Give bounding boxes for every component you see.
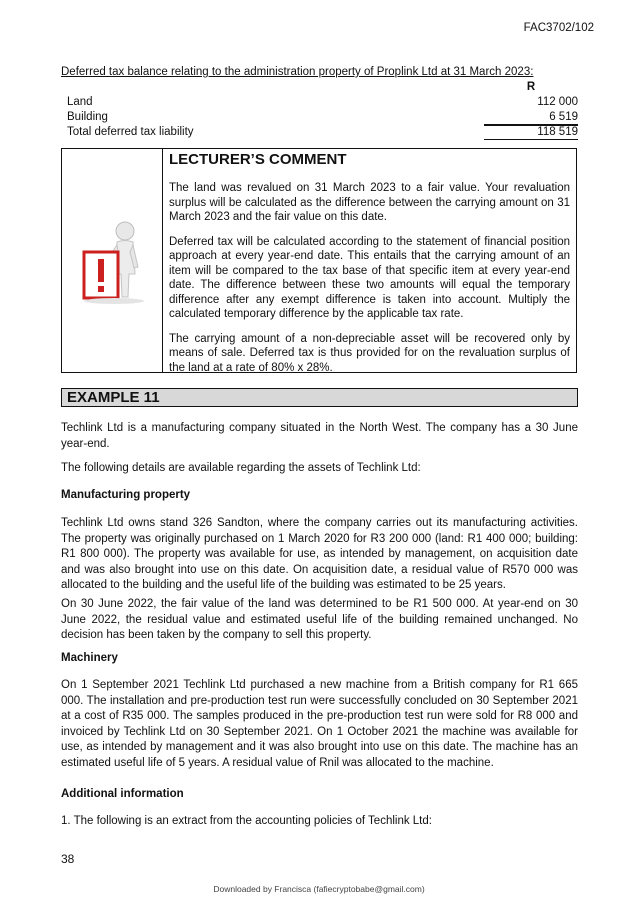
- row-value: 112 000: [537, 96, 578, 108]
- additional-info-item: 1. The following is an extract from the accounting policies of Techlink Ltd:: [61, 815, 432, 827]
- additional-info-heading: Additional information: [61, 788, 184, 800]
- row-label: Land: [67, 96, 93, 108]
- example-intro: Techlink Ltd is a manufacturing company situated in the North West. The company has a 30 June year-end.: [61, 422, 578, 450]
- comment-paragraph: Deferred tax will be calculated according to the statement of financial position approach at every year-end date. This entails that the carrying amount of an item will be compared to the tax base of that specific item at every year-end date. The difference between these two amounts will equal the temporary difference after any exempt difference is taken into account. Multiply the calculated temporary difference by the applicable tax rate.: [169, 235, 570, 320]
- machinery-heading: Machinery: [61, 652, 118, 664]
- download-note: Downloaded by Francisca (fafiecryptobabe@gmail.com): [213, 884, 425, 894]
- details-intro: The following details are available regarding the assets of Techlink Ltd:: [61, 462, 421, 474]
- lecturer-comment-box: [61, 148, 577, 373]
- deferred-tax-table: [61, 80, 578, 140]
- lecturer-comment-icon-cell: [62, 149, 163, 372]
- row-value: 6 519: [484, 110, 578, 125]
- comment-paragraph: The land was revalued on 31 March 2023 to a fair value. Your revaluation surplus will be calculated as the difference between the carrying amount on 31 March 2023 and the fair value on this date.: [169, 182, 570, 223]
- machinery-paragraph: On 1 September 2021 Techlink Ltd purchased a new machine from a British company for R1 665 000. The installation and pre-production test run were successfully concluded on 30 September 2021 at a cost of R35 000. The samples produced in the pre-production test run were sold for R8 000 and invoiced by Techlink Ltd on 30 September 2021. On 1 October 2021 the machine was available for use, as intended by management and it was also brought into use on this date. The machine has an estimated useful life of 5 years. A residual value of Rnil was allocated to the machine.: [61, 679, 578, 769]
- row-value: 118 519: [484, 125, 578, 140]
- lecturer-comment-heading: LECTURER’S COMMENT: [169, 151, 347, 168]
- table-row: [61, 95, 578, 110]
- row-label: Building: [67, 111, 108, 123]
- table-header-row: [61, 80, 578, 95]
- deferred-tax-title: Deferred tax balance relating to the administration property of Proplink Ltd at 31 March 2023:: [61, 66, 534, 78]
- currency-header: R: [526, 81, 536, 93]
- row-label: Total deferred tax liability: [67, 126, 194, 138]
- comment-paragraph: The carrying amount of a non-depreciable asset will be recovered only by means of sale. Deferred tax is thus provided for on the revaluation surplus of the land at a rate of 80% x 28%.: [169, 332, 570, 374]
- page-number: 38: [61, 852, 75, 866]
- manufacturing-paragraph: On 30 June 2022, the fair value of the land was determined to be R1 500 000. At year-end on 30 June 2022, the residual value and estimated useful life of the building remained unchanged. No decision has been taken by the company to sell this property.: [61, 598, 578, 641]
- manufacturing-heading: Manufacturing property: [61, 489, 191, 501]
- document-code: FAC3702/102: [523, 22, 594, 34]
- table-total-row: [61, 125, 578, 140]
- lecturer-comment-content: [163, 149, 576, 372]
- example-title: EXAMPLE 11: [61, 388, 578, 407]
- manufacturing-paragraph: Techlink Ltd owns stand 326 Sandton, where the company carries out its manufacturing activities. The property was originally purchased on 1 March 2020 for R3 200 000 (land: R1 400 000; building: R1 800 000). The property was available for use, as intended by management, on acquisition date and was also brought into use on this date. On acquisition date, a residual value of R570 000 was allocated to the building and the useful life of the building was estimated to be 25 years.: [61, 517, 578, 591]
- table-row: [61, 110, 578, 125]
- warning-figure-icon: [62, 149, 160, 372]
